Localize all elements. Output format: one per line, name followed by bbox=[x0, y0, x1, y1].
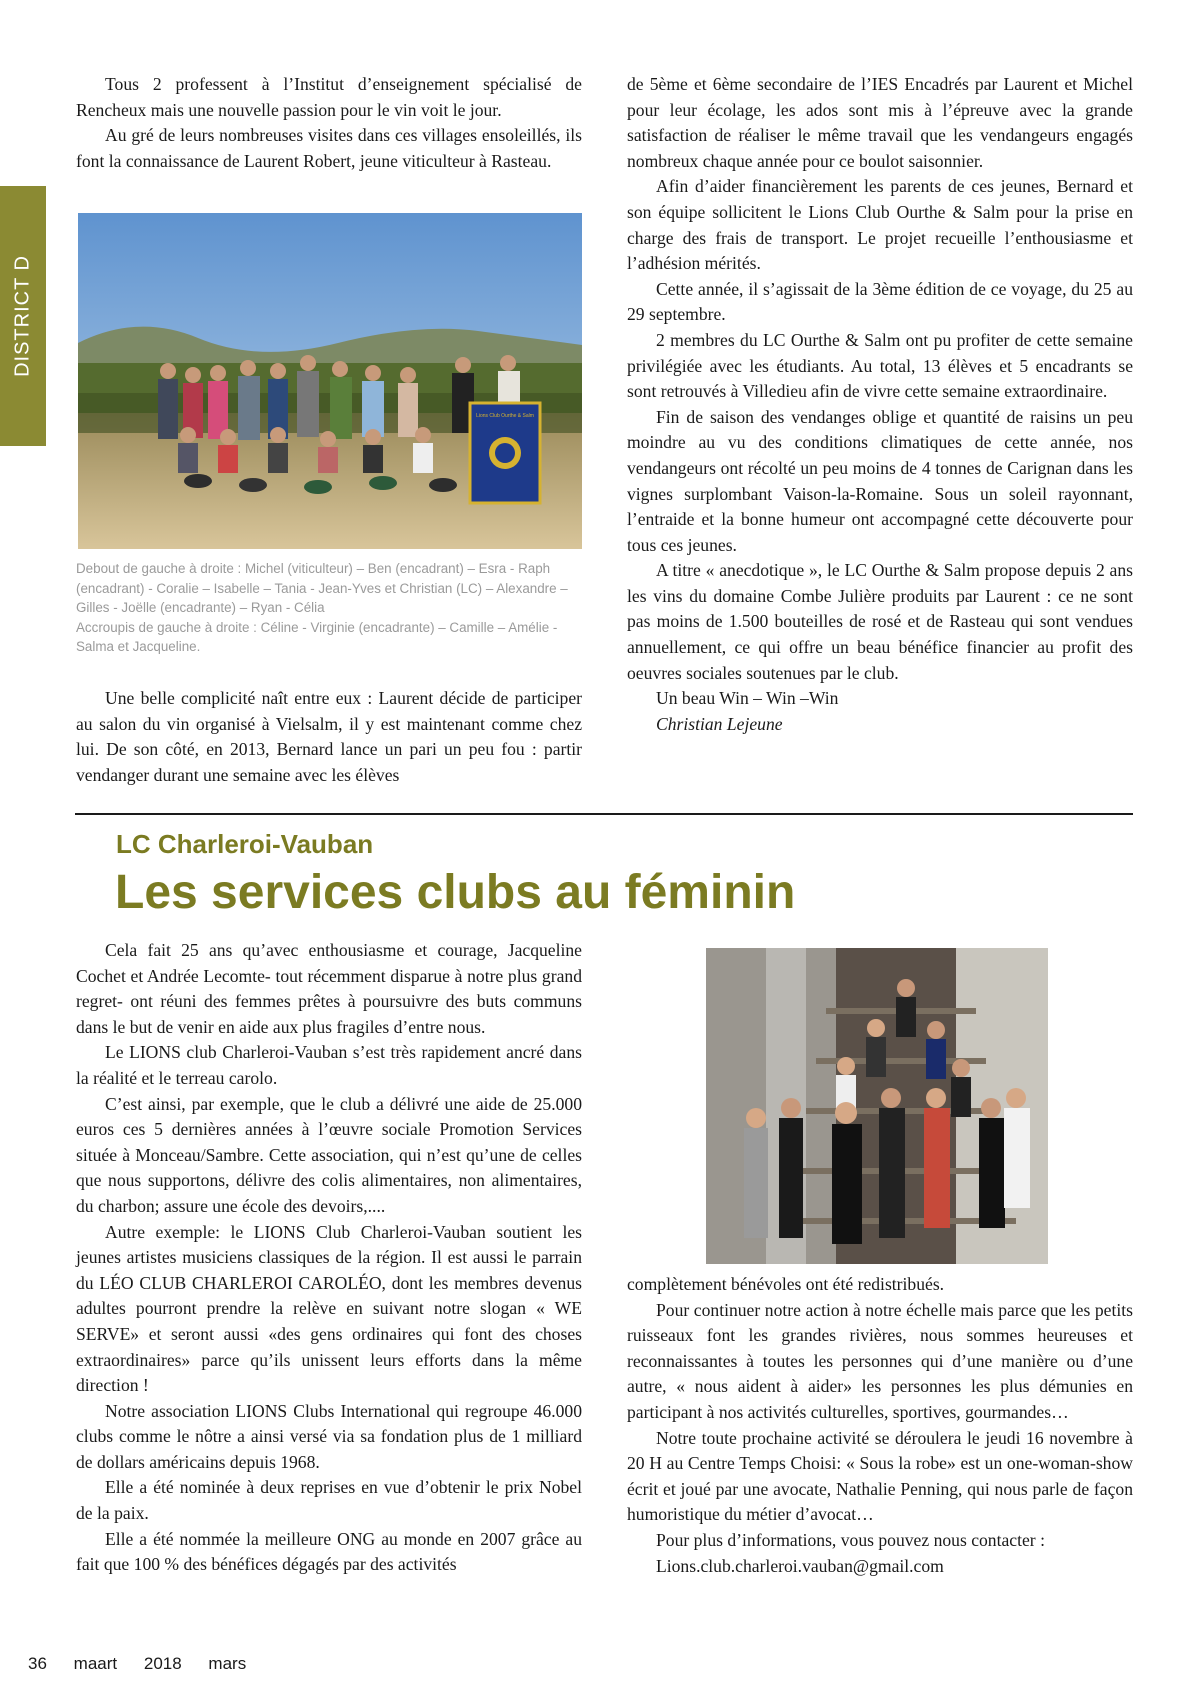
paragraph: Elle a été nominée à deux reprises en vue d’obtenir le prix Nobel de la paix. bbox=[76, 1477, 582, 1524]
paragraph: A titre « anecdotique », le LC Ourthe & Salm propose depuis 2 ans les vins du domaine Combe Julière produits par Laurent : ce ne sont pas moins de 1.500 bouteilles de rosé et de Rasteau qui sont vendues annuellement, ce qui offre un beau bénéfice financier au profit des oeuvres sociales soutenues par le club. bbox=[627, 560, 1133, 683]
article1-right bbox=[627, 72, 1133, 737]
paragraph: Pour plus d’informations, vous pouvez nous contacter : bbox=[656, 1529, 1045, 1550]
paragraph: Cela fait 25 ans qu’avec enthousiasme et courage, Jacqueline Cochet et Andrée Lecomte- tout récemment disparue à notre plus grand regret- ont réuni des femmes prêtes à poursuivre des buts communs dans le but de venir en aide aux plus fragiles d’entre nous. bbox=[76, 940, 582, 1037]
club-name: LC Charleroi-Vauban bbox=[116, 829, 374, 859]
paragraph: Afin d’aider financièrement les parents de ces jeunes, Bernard et son équipe sollicitent le Lions Club Ourthe & Salm pour la prise en charge des frais de transport. Le projet recueille l’enthousiasme et l’adhésion mérités. bbox=[627, 176, 1133, 274]
vineyard-group-photo bbox=[78, 213, 582, 549]
paragraph: Tous 2 professent à l’Institut d’enseignement spécialisé de Rencheux mais une nouvelle passion pour le vin voit le jour. bbox=[76, 74, 582, 120]
paragraph: Elle a été nommée la meilleure ONG au monde en 2007 grâce au fait que 100 % des bénéfices dégagés par des activités bbox=[76, 1528, 582, 1575]
caption-line: Accroupis de gauche à droite : Céline - Virginie (encadrante) – Camille – Amélie - Salma et Jacqueline. bbox=[76, 619, 558, 655]
caption-line: Debout de gauche à droite : Michel (viticulteur) – Ben (encadrant) – Esra - Raph (encadrant) - Coralie – Isabelle – Tania - Jean-Yves et Christian (LC) – Alexandre – Gilles - Joëlle (encadrante) – Ryan - Célia bbox=[76, 561, 568, 616]
paragraph: Un beau Win – Win –Win bbox=[656, 688, 839, 709]
article2-right bbox=[627, 1272, 1133, 1579]
photo-caption bbox=[76, 559, 581, 657]
footer-month-nl: maart bbox=[73, 1654, 118, 1673]
paragraph: Une belle complicité naît entre eux : Laurent décide de participer au salon du vin organisé à Vielsalm, il y est maintenant comme chez lui. De son côté, en 2013, Bernard lance un pari un peu fou : partir vendanger durant une semaine avec les élèves bbox=[76, 688, 582, 785]
paragraph: Autre exemple: le LIONS Club Charleroi-Vauban soutient les jeunes artistes musiciens classiques de la région. Il est aussi le parrain du LÉO CLUB CHARLEROI CAROLÉO, dont les membres devenus adultes pourront prendre la relève en suivant notre slogan « WE SERVE» et seront aussi «des gens ordinaires qui font des choses extraordinaires» parce qu’ils unissent leurs efforts dans la même direction ! bbox=[76, 1221, 582, 1396]
paragraph: Cette année, il s’agissait de la 3ème édition de ce voyage, du 25 au 29 septembre. bbox=[627, 278, 1133, 325]
article2-left bbox=[76, 938, 582, 1578]
article1-left-bottom bbox=[76, 686, 582, 788]
district-tab bbox=[0, 186, 46, 446]
banner-text: Lions Club Ourthe & Salm bbox=[476, 413, 534, 419]
paragraph: Le LIONS club Charleroi-Vauban s’est très rapidement ancré dans la réalité et le terreau carolo. bbox=[76, 1042, 582, 1088]
page-number: 36 bbox=[28, 1654, 47, 1673]
district-tab-label: DISTRICT D bbox=[11, 255, 34, 377]
author-signature: Christian Lejeune bbox=[656, 713, 783, 734]
paragraph: de 5ème et 6ème secondaire de l’IES Encadrés par Laurent et Michel pour leur écolage, les ados sont mis à l’épreuve avec la grande satisfaction de réaliser le même travail que les vendangeurs engagés nombreux chaque année pour ce boulot saisonnier. bbox=[627, 74, 1133, 171]
footer-month-fr: mars bbox=[208, 1654, 247, 1673]
section-divider bbox=[75, 813, 1133, 815]
paragraph: Pour continuer notre action à notre échelle mais parce que les petits ruisseaux font les grandes rivières, nous sommes heureuses et reconnaissantes à toutes les personnes qui d’une manière ou d’une autre, « nous aident à aider» les personnes les plus démunies en participant à nos activités culturelles, sportives, gourmandes… bbox=[627, 1299, 1133, 1422]
paragraph: C’est ainsi, par exemple, que le club a délivré une aide de 25.000 euros ces 5 dernières années à l’œuvre sociale Promotion Services située à Monceau/Sambre. Cette association, qui n’est qu’une de celles que nous supportons, délivre des colis alimentaires, non alimentaires, du charbon; assure une école des devoirs,.... bbox=[76, 1093, 582, 1216]
club-members-photo bbox=[706, 948, 1048, 1264]
paragraph: Notre toute prochaine activité se déroulera le jeudi 16 novembre à 20 H au Centre Temps Choisi: « Sous la robe» est un one-woman-show écrit et joué par une avocate, Nathalie Penning, qui nous parle de façon humoristique du métier d’avocat… bbox=[627, 1427, 1133, 1525]
article1-left-top bbox=[76, 72, 582, 174]
page-footer bbox=[28, 1654, 268, 1674]
paragraph: 2 membres du LC Ourthe & Salm ont pu profiter de cette semaine privilégiée avec les étudiants. Au total, 13 élèves et 5 encadrants se sont retrouvés à Villedieu afin de vivre cette semaine extraordinaire. bbox=[627, 329, 1133, 402]
paragraph: Notre association LIONS Clubs International qui regroupe 46.000 clubs comme le nôtre a ainsi versé via sa fondation plus de 1 milliard de dollars américains depuis 1968. bbox=[76, 1400, 582, 1472]
footer-year: 2018 bbox=[143, 1654, 182, 1673]
paragraph: Au gré de leurs nombreuses visites dans ces villages ensoleillés, ils font la connaissance de Laurent Robert, jeune viticulteur à Rasteau. bbox=[76, 125, 582, 171]
paragraph: Fin de saison des vendanges oblige et quantité de raisins un peu moindre au vu des conditions climatiques de cette année, nos vendangeurs ont récolté un peu moins de 4 tonnes de Carignan dans les vignes surplombant Vaison-la-Romaine. Sous un soleil rayonnant, l’entraide et la bonne humeur ont accompagné cette découverte pour tous ces jeunes. bbox=[627, 406, 1133, 555]
paragraph: complètement bénévoles ont été redistribués. bbox=[627, 1274, 945, 1294]
contact-email[interactable]: Lions.club.charleroi.vauban@gmail.com bbox=[656, 1555, 944, 1576]
article-headline: Les services clubs au féminin bbox=[115, 866, 796, 919]
